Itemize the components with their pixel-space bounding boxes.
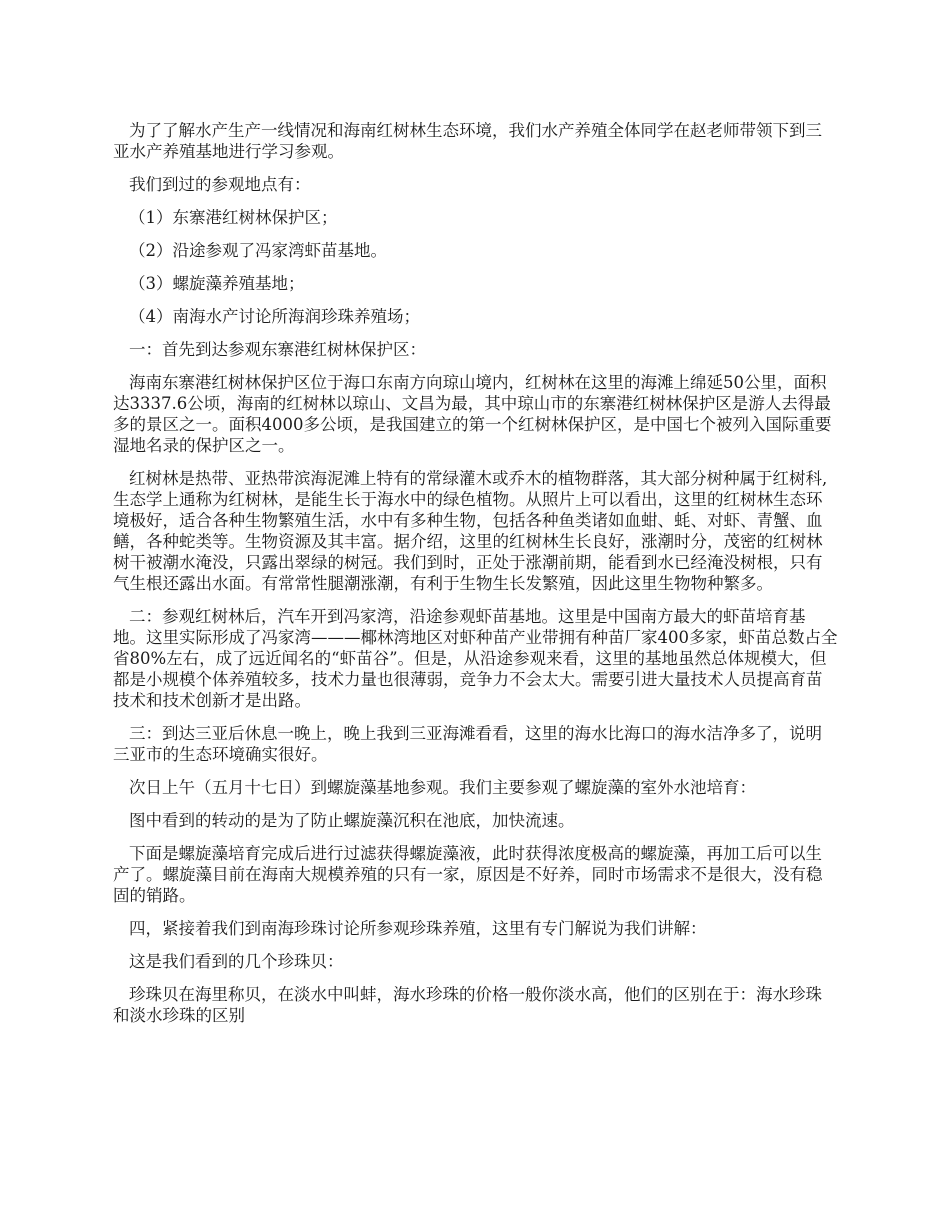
list-item-location-4: （4）南海水产讨论所海润珍珠养殖场； (129, 307, 420, 326)
list-item-location-1: （1）东寨港红树林保护区； (129, 208, 338, 227)
list-item-location-3: （3）螺旋藻养殖基地； (129, 274, 305, 293)
paragraph-dongzhaigang: 海南东寨港红树林保护区位于海口东南方向琼山境内，红树林在这里的海滩上绵延50公里，面积达3337.6公顷，海南的红树林以琼山、文昌为最，其中琼山市的东寨港红树林保护区是游人去得最多的景区之一。面积4000多公顷，是我国建立的第一个红树林保护区，是中国七个被列入国际重要湿地名录的保护区之一。 (113, 373, 832, 455)
paragraph-pearl-visit: 四，紧接着我们到南海珍珠讨论所参观珍珠养殖，这里有专门解说为我们讲解： (129, 919, 707, 938)
paragraph-pearl-shells: 这是我们看到的几个珍珠贝： (129, 952, 344, 971)
paragraph-sanya: 三：到达三亚后休息一晚上，晚上我到三亚海滩看看，这里的海水比海口的海水洁净多了，说明三亚市的生态环境确实很好。 (113, 724, 822, 764)
paragraph-spirulina-filter: 下面是螺旋藻培育完成后进行过滤获得螺旋藻液，此时获得浓度极高的螺旋藻，再加工后可以生产了。螺旋藻目前在海南大规模养殖的只有一家，原因是不好养，同时市场需求不是很大，没有稳固的销路。 (113, 844, 823, 905)
document-body (113, 120, 838, 1038)
paragraph-intro: 为了了解水产生产一线情况和海南红树林生态环境，我们水产养殖全体同学在赵老师带领下到三亚水产养殖基地进行学习参观。 (113, 121, 822, 161)
paragraph-shrimp-base: 二：参观红树林后，汽车开到冯家湾，沿途参观虾苗基地。这里是中国南方最大的虾苗培育基地。这里实际形成了冯家湾———椰林湾地区对虾种苗产业带拥有种苗厂家400多家，虾苗总数占全省80%左右，成了远近闻名的“虾苗谷”。但是，从沿途参观来看，这里的基地虽然总体规模大，但都是小规模个体养殖较多，技术力量也很薄弱，竞争力不会太大。需要引进大量技术人员提高育苗技术和技术创新才是出路。 (113, 607, 838, 710)
paragraph-spirulina-figure: 图中看到的转动的是为了防止螺旋藻沉积在池底，加快流速。 (129, 811, 575, 830)
paragraph-locations-heading: 我们到过的参观地点有： (129, 175, 311, 194)
list-item-location-2: （2）沿途参观了冯家湾虾苗基地。 (129, 241, 387, 260)
paragraph-pearl-difference: 珍珠贝在海里称贝，在淡水中叫蚌，海水珍珠的价格一般你淡水高，他们的区别在于：海水珍珠和淡水珍珠的区别 (113, 985, 822, 1025)
paragraph-mangrove: 红树林是热带、亚热带滨海泥滩上特有的常绿灌木或乔木的植物群落，其大部分树种属于红树科,生态学上通称为红树林，是能生长于海水中的绿色植物。从照片上可以看出，这里的红树林生态环境极好，适合各种生物繁殖生活，水中有多种生物，包括各种鱼类诸如血蚶、蚝、对虾、青蟹、血鳝，各种蛇类等。生物资源及其丰富。据介绍，这里的红树林生长良好，涨潮时分，茂密的红树林树干被潮水淹没，只露出翠绿的树冠。我们到时，正处于涨潮前期，能看到水已经淹没树根，只有气生根还露出水面。有常常性腿潮涨潮，有利于生物生长发繁殖，因此这里生物物种繁多。 (113, 469, 828, 593)
paragraph-spirulina-visit: 次日上午（五月十七日）到螺旋藻基地参观。我们主要参观了螺旋藻的室外水池培育： (129, 778, 756, 797)
section-heading-1: 一：首先到达参观东寨港红树林保护区： (129, 340, 426, 359)
